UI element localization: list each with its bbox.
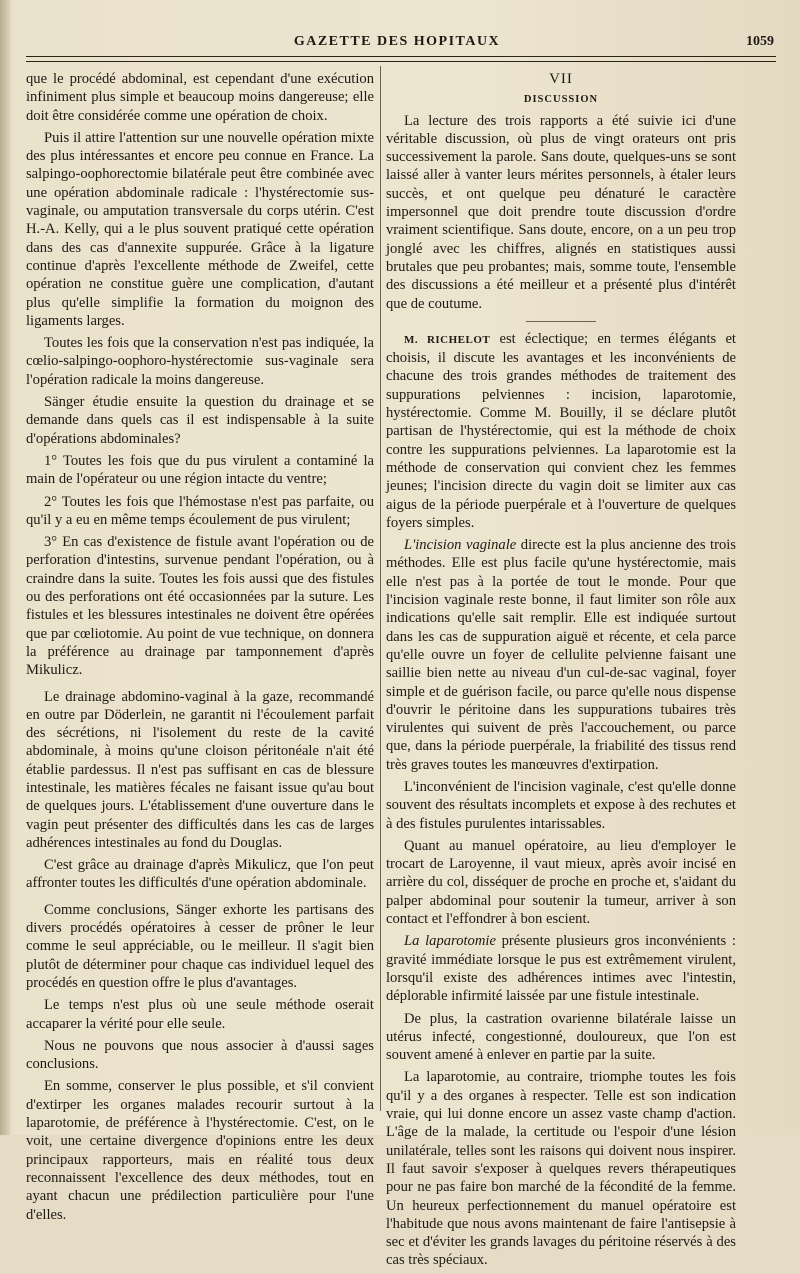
emphasized-term: La laparotomie (404, 933, 496, 950)
emphasized-term: L'incision vaginale (404, 537, 517, 554)
paragraph-text: directe est la plus ancienne des trois méthodes. Elle est plus facile qu'une hystérectomie, mais elle n'est pas à la portée de tout le monde. Pour que l'incision vaginale reste bonne, il faut limiter son rôle aux indications qu'elle sait remplir. Elle est indiquée surtout dans les cas de suppuration aiguë et récente, et cela parce qu'elle ouvre un foyer de cellulite pelvienne faisant une saillie bien nette au niveau d'un cul-de-sac vaginal, foyer simple et de guérison facile, ou parce qu'elle nous dispense d'ouvrir le péritoine dans les suppurations tubaires très virulentes qui suivent de près l'accouchement, ou parce que, dans la période puerpérale, la friabilité des tissus rend très graves toutes les manœuvres d'extirpation. (386, 537, 736, 773)
paragraph-text: présente plusieurs gros inconvénients : gravité immédiate lorsque le pus est extrêmement virulent, lorsqu'il existe des adhérences intimes avec l'intestin, déplorable infirmité laissée par une fistule intestinale. (386, 933, 736, 1005)
paragraph (386, 536, 736, 774)
paragraph (386, 932, 736, 1005)
paragraph: que le procédé abdominal, est cependant d'une exécution infiniment plus simple et beaucoup moins dangereuse; elle doit être considérée comme une opération de choix. (26, 71, 374, 124)
paragraph: Toutes les fois que la conservation n'est pas indiquée, la cœlio-salpingo-oophoro-hystérectomie sus-vaginale sera l'opération radicale la moins dangereuse. (26, 335, 374, 388)
speaker-name: M. RICHELOT (404, 333, 491, 346)
paragraph-text: est éclectique; en termes élégants et choisis, il discute les avantages et les inconvénients de chacune des trois grandes méthodes de traitement des suppurations pelviennes : incision, laparotomie, hystérectomie. Comme M. Bouilly, il se déclare plutôt partisan de l'hystérectomie, qui est la méthode de choix contre les suppurations pelviennes. La laparotomie est la méthode de conservation qui convient chez les femmes jeunes; l'incision directe du vagin doit se limiter aux cas aigus de la période puerpérale et à l'ouverture de quelques foyers simples. (386, 330, 736, 531)
paragraph (386, 330, 736, 532)
paragraph: En somme, conserver le plus possible, et s'il convient d'extirper les organes malades recourir surtout à la laparotomie, de préférence à l'hystérectomie. C'est, on le voit, une certaine divergence d'opinions entre les deux principaux rapporteurs, mais en réalité tous deux reconnaissent l'excellence des deux méthodes, tout en ayant chacun une prédilection particulière pour l'une d'elles. (26, 1078, 374, 1223)
journal-title: GAZETTE DES HOPITAUX (293, 34, 501, 49)
paragraph: Le temps n'est plus où une seule méthode oserait accaparer la vérité pour elle seule. (26, 997, 374, 1032)
paragraph: L'inconvénient de l'incision vaginale, c'est qu'elle donne souvent des résultats incomplets et expose à des rechutes et à des fistules purulentes intarissables. (386, 778, 736, 832)
paragraph: Puis il attire l'attention sur une nouvelle opération mixte des plus intéressantes et encore peu connue en France. La salpingo-oophorectomie bilatérale peut être combinée avec une opération abdominale radicale : l'hystérectomie sus-vaginale, ou amputation transversale du corps utérin. C'est H.-A. Kelly, qui a le plus souvent pratiqué cette opération dans des cas d'annexite suppurée. Grâce à la ligature continue d'après l'excellente méthode de Zweifel, cette opération ne constitue guère une complication, d'autant plus qu'elle simplifie la formation du moignon des ligaments larges. (26, 129, 374, 329)
right-column (386, 70, 736, 1274)
paragraph: La lecture des trois rapports a été suivie ici d'une véritable discussion, où plus de vingt orateurs ont pris successivement la parole. Sans doute, quelques-uns se sont laissé aller à vanter leurs mérites personnels, à étaler leurs succès, et ont quelque peu dénaturé le caractère impersonnel que doit prendre toute discussion d'ordre vraiment scientifique. Sans doute, encore, on a un peu trop jonglé avec les chiffres, alignés en statistiques aussi brutales que peu probantes; mais, somme toute, l'ensemble des discussions a été meilleur et a présenté plus d'intérêt que de coutume. (386, 112, 736, 312)
paragraph: Comme conclusions, Sänger exhorte les partisans des divers procédés opératoires à cesser de prôner le leur comme le seul appréciable, ou le meilleur. Il s'agit bien plutôt de déterminer pour chaque cas individuel lequel des procédés en question offre le plus d'avantages. (26, 901, 374, 991)
paragraph: C'est grâce au drainage d'après Mikulicz, que l'on peut affronter toutes les difficultés d'une opération abdominale. (26, 857, 374, 892)
section-number: VII (549, 71, 573, 87)
paragraph: Nous ne pouvons que nous associer à d'aussi sages conclusions. (26, 1037, 374, 1073)
paragraph: 2° Toutes les fois que l'hémostase n'est pas parfaite, ou qu'il y a eu en même temps écoulement de pus virulent; (26, 493, 374, 528)
paragraph: 1° Toutes les fois que du pus virulent a contaminé la main de l'opérateur ou une région intacte du ventre; (26, 452, 374, 488)
paragraph: Le drainage abdomino-vaginal à la gaze, recommandé en outre par Döderlein, ne garantit ni l'écoulement parfait des sécrétions, ni l'isolement du reste de la cavité abdominale, à moins qu'une cloison péritonéale n'ait été établie pardessus. Il n'est pas suffisant en cas de blessure intestinale, les matières fécales ne faisant issue qu'au bout de quelques jours. L'établissement d'une ouverture dans le vagin peut présenter des difficultés dans les cas de larges adhérences intestinales au fond du Douglas. (26, 688, 374, 851)
header-rule (26, 56, 776, 62)
paragraph: 3° En cas d'existence de fistule avant l'opération ou de perforation d'intestins, survenue pendant l'opération, ou à craindre dans la suite. Toutes les fois aussi que des fistules ou des perforations ont été occasionnées par la suture. Les fistules et les blessures intestinales ne doivent être opérées que par cœliotomie. Au point de vue technique, on donnera la préférence au drainage par tamponnement d'après Mikulicz. (26, 534, 374, 679)
running-header (20, 32, 774, 54)
left-column (26, 70, 374, 1228)
binding-edge (0, 0, 10, 1135)
paragraph: Sänger étudie ensuite la question du drainage et se demande dans quels cas il est indispensable à la suite d'opérations abdominales? (26, 394, 374, 447)
section-separator (526, 321, 596, 322)
paragraph: La laparotomie, au contraire, triomphe toutes les fois qu'il y a des organes à respecter. Telle est son indication vraie, qui lui donne encore un assez vaste champ d'action. L'âge de la malade, la certitude ou l'espoir d'une lésion unilatérale, telles sont les raisons qui doivent nous inspirer. Il faut savoir s'exposer à quelques revers thérapeutiques pour ne pas faire bon marché de la fécondité de la femme. Un heureux perfectionnement du manuel opératoire est l'habitude que nous avons maintenant de faire l'antisepsie à sec et d'éviter les grands lavages du péritoine réservés à des cas très spéciaux. (386, 1069, 736, 1269)
page-number: 1059 (746, 34, 774, 49)
section-title: DISCUSSION (523, 94, 599, 106)
column-divider (380, 66, 381, 1111)
paragraph: De plus, la castration ovarienne bilatérale laisse un utérus infecté, congestionné, douloureux, que l'on est souvent amené à enlever en partie par la suite. (386, 1010, 736, 1064)
paragraph: Quant au manuel opératoire, au lieu d'employer le trocart de Laroyenne, il vaut mieux, après avoir incisé en arrière du col, disséquer de proche en proche et, s'aidant du palper abdominal pour soutenir la tumeur, arriver à son contact et l'effondrer à bon escient. (386, 837, 736, 928)
